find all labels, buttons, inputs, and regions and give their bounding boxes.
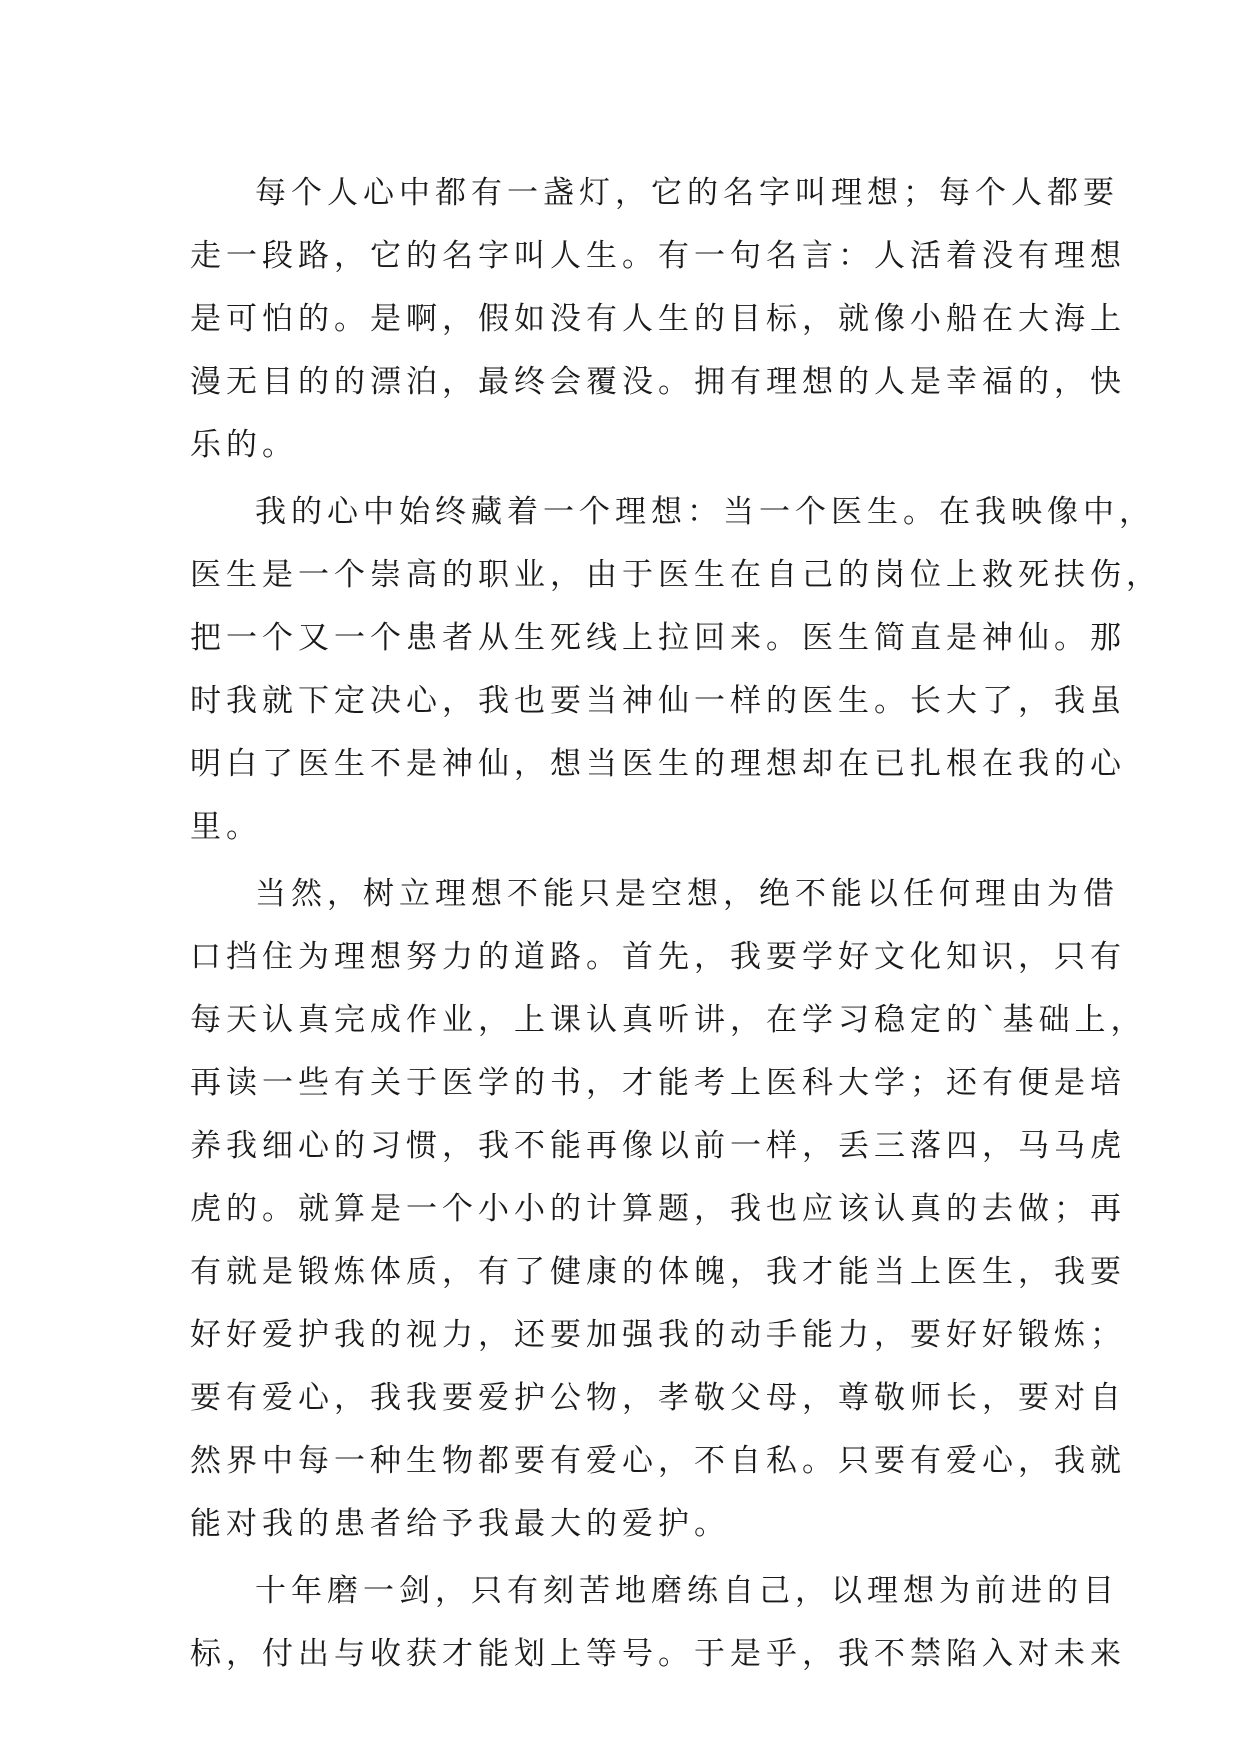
text-line: 虎的。就算是一个小小的计算题，我也应该认真的去做；再 xyxy=(190,1191,1126,1227)
paragraph-1 xyxy=(190,162,1126,477)
text-line: 要有爱心，我我要爱护公物，孝敬父母，尊敬师长，要对自 xyxy=(190,1380,1126,1416)
text-line: 里。 xyxy=(190,809,262,845)
text-line: 我的心中始终藏着一个理想：当一个医生。在我映像中， xyxy=(255,494,1155,530)
text-line: 每个人心中都有一盏灯，它的名字叫理想；每个人都要 xyxy=(255,175,1119,211)
text-line: 好好爱护我的视力，还要加强我的动手能力，要好好锻炼； xyxy=(190,1317,1126,1353)
text-line: 明白了医生不是神仙，想当医生的理想却在已扎根在我的心 xyxy=(190,746,1126,782)
text-line: 漫无目的的漂泊，最终会覆没。拥有理想的人是幸福的，快 xyxy=(190,364,1126,400)
paragraph-4 xyxy=(190,1560,1126,1686)
paragraph-3 xyxy=(190,863,1147,1556)
document-body xyxy=(190,162,1162,1686)
text-line: 把一个又一个患者从生死线上拉回来。医生简直是神仙。那 xyxy=(190,620,1126,656)
text-line: 然界中每一种生物都要有爱心，不自私。只要有爱心，我就 xyxy=(190,1443,1126,1479)
text-line: 有就是锻炼体质，有了健康的体魄，我才能当上医生，我要 xyxy=(190,1254,1126,1290)
text-line: 养我细心的习惯，我不能再像以前一样，丢三落四，马马虎 xyxy=(190,1128,1126,1164)
text-line: 每天认真完成作业，上课认真听讲，在学习稳定的`基础上， xyxy=(190,1002,1147,1038)
text-line: 当然，树立理想不能只是空想，绝不能以任何理由为借 xyxy=(255,876,1119,912)
text-line: 乐的。 xyxy=(190,427,298,463)
paragraph-2 xyxy=(190,481,1162,859)
text-line: 标，付出与收获才能划上等号。于是乎，我不禁陷入对未来 xyxy=(190,1636,1126,1672)
text-line: 是可怕的。是啊，假如没有人生的目标，就像小船在大海上 xyxy=(190,301,1126,337)
text-line: 医生是一个崇高的职业，由于医生在自己的岗位上救死扶伤， xyxy=(190,557,1162,593)
text-line: 时我就下定决心，我也要当神仙一样的医生。长大了，我虽 xyxy=(190,683,1126,719)
text-line: 再读一些有关于医学的书，才能考上医科大学；还有便是培 xyxy=(190,1065,1126,1101)
text-line: 口挡住为理想努力的道路。首先，我要学好文化知识，只有 xyxy=(190,939,1126,975)
text-line: 走一段路，它的名字叫人生。有一句名言：人活着没有理想 xyxy=(190,238,1126,274)
text-line: 能对我的患者给予我最大的爱护。 xyxy=(190,1506,730,1542)
text-line: 十年磨一剑，只有刻苦地磨练自己，以理想为前进的目 xyxy=(255,1573,1119,1609)
